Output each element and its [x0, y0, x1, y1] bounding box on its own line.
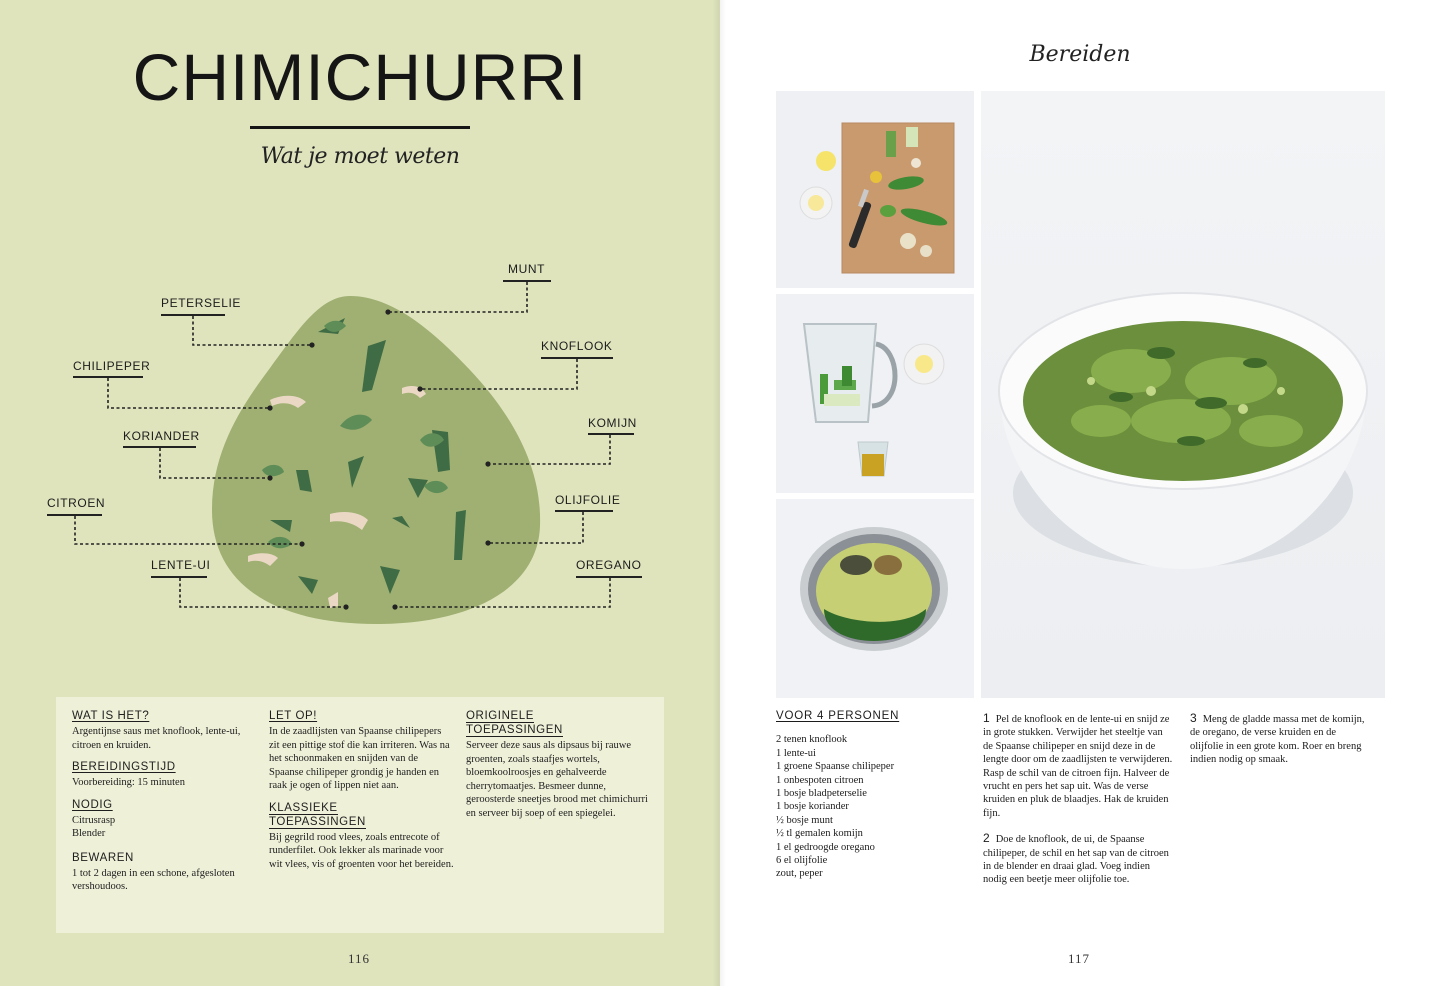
label-munt: MUNT: [508, 262, 546, 276]
photo-mixing-bowl: [776, 499, 974, 698]
section-heading-bereiden: Bereiden: [1029, 42, 1131, 67]
page-title: CHIMICHURRI: [132, 40, 588, 114]
heading-bewaren: BEWAREN: [72, 851, 134, 864]
info-column-2: [269, 709, 454, 879]
ingredients-title: VOOR 4 PERSONEN: [776, 710, 900, 722]
label-citroen: CITROEN: [47, 496, 106, 510]
label-olijfolie: OLIJFOLIE: [555, 493, 621, 507]
step-number: 3: [1190, 711, 1197, 725]
steps-column-1: [983, 712, 1175, 899]
info-column-3: [466, 709, 651, 828]
text-bereidingstijd: Voorbereiding: 15 minuten: [72, 777, 185, 788]
info-box: [56, 697, 664, 933]
ingredient-item: 1 bosje bladpeterselie: [776, 788, 867, 800]
heading-originele-line-1: ORIGINELE: [466, 710, 535, 722]
text-let-op: In de zaadlijsten van Spaanse chilipepers zit een pittige stof die kan irriteren. Was na het schoonmaken en snijden van de Spaanse chilipeper grondig je handen en raak je ogen of lippen niet aan.: [269, 726, 450, 791]
photo-finished-chimichurri: [981, 91, 1385, 698]
ingredients-list: [776, 710, 966, 881]
heading-nodig: NODIG: [72, 798, 113, 811]
step-text: Pel de knoflook en de lente-ui en snijd ze in grote stukken. Verwijder het steeltje van de Spaanse chilipeper en snijd deze in de lengte door om de zaadlijsten te verwijderen. Rasp de schil van de citroen fijn. Halveer de vrucht en pers het sap uit. Was de verse kruiden en pluk de blaadjes. Hak de kruiden fijn.: [983, 714, 1173, 819]
text-bewaren: 1 tot 2 dagen in een schone, afgesloten vershoudoos.: [72, 867, 235, 892]
heading-originele-line-2: TOEPASSINGEN: [466, 724, 563, 736]
step-text: Doe de knoflook, de ui, de Spaanse chilipeper, de schil en het sap van de citroen in de blender en draai glad. Voeg indien nodig een beetje meer olijfolie toe.: [983, 834, 1169, 886]
ingredient-item: 1 el gedroogde oregano: [776, 841, 875, 853]
label-knoflook: KNOFLOOK: [541, 339, 613, 353]
label-oregano: OREGANO: [576, 558, 642, 572]
heading-klassieke-line-1: KLASSIEKE: [269, 801, 338, 814]
ingredient-item: zout, peper: [776, 868, 823, 880]
step-1: [983, 712, 1175, 820]
ingredient-item: 2 tenen knoflook: [776, 734, 848, 746]
label-komijn: KOMIJN: [588, 416, 637, 430]
photo-cutting-board: [776, 91, 974, 288]
ingredient-item: 6 el olijfolie: [776, 855, 828, 867]
page-number-right: 117: [1068, 951, 1091, 966]
heading-klassieke-toepassingen: [269, 801, 454, 829]
label-koriander: KORIANDER: [123, 429, 200, 443]
step-3: [1190, 712, 1370, 767]
step-text: Meng de gladde massa met de komijn, de oregano, de verse kruiden en de olijfolie in een grote kom. Roer en breng indien nodig op smaak.: [1190, 714, 1365, 766]
text-nodig-2: Blender: [72, 828, 106, 839]
ingredient-item: ½ tl gemalen komijn: [776, 828, 863, 840]
ingredient-item: 1 bosje koriander: [776, 801, 849, 813]
label-chilipeper: CHILIPEPER: [73, 359, 151, 373]
step-2: [983, 832, 1175, 887]
info-column-1: [72, 709, 257, 902]
ingredient-item: ½ bosje munt: [776, 814, 833, 826]
step-number: 1: [983, 711, 990, 725]
page-subtitle: Wat je moet weten: [260, 144, 460, 169]
step-number: 2: [983, 831, 990, 846]
steps-column-2: [1190, 712, 1370, 779]
heading-wat-is-het: WAT IS HET?: [72, 710, 150, 722]
text-klassieke-toepassingen: Bij gegrild rood vlees, zoals entrecote of runderfilet. Ook lekker als marinade voor wit vlees, vis of groenten voor het bereiden.: [269, 831, 454, 870]
page-number-left: 116: [348, 951, 371, 966]
ingredient-item: 1 groene Spaanse chilipeper: [776, 761, 895, 773]
label-peterselie: PETERSELIE: [161, 296, 242, 310]
text-wat-is-het: Argentijnse saus met knoflook, lente-ui, citroen en kruiden.: [72, 726, 241, 751]
heading-klassieke-line-2: TOEPASSINGEN: [269, 815, 366, 828]
ingredient-item: 1 lente-ui: [776, 747, 816, 759]
heading-bereidingstijd: BEREIDINGSTIJD: [72, 761, 176, 773]
label-lente-ui: LENTE-UI: [151, 558, 211, 572]
text-nodig-1: Citrusrasp: [72, 814, 116, 826]
ingredient-item: 1 onbespoten citroen: [776, 774, 864, 786]
text-originele-toepassingen: Serveer deze saus als dipsaus bij rauwe groenten, zoals staafjes wortels, bloemkoolroosjes en gehalveerde cherrytomaatjes. Besmeer dunne, geroosterde sneetjes brood met chimichurri en serveer bij soep of een spiegelei.: [466, 740, 648, 819]
photo-blender: [776, 294, 974, 493]
heading-originele-toepassingen: [466, 709, 651, 737]
heading-let-op: LET OP!: [269, 710, 318, 722]
